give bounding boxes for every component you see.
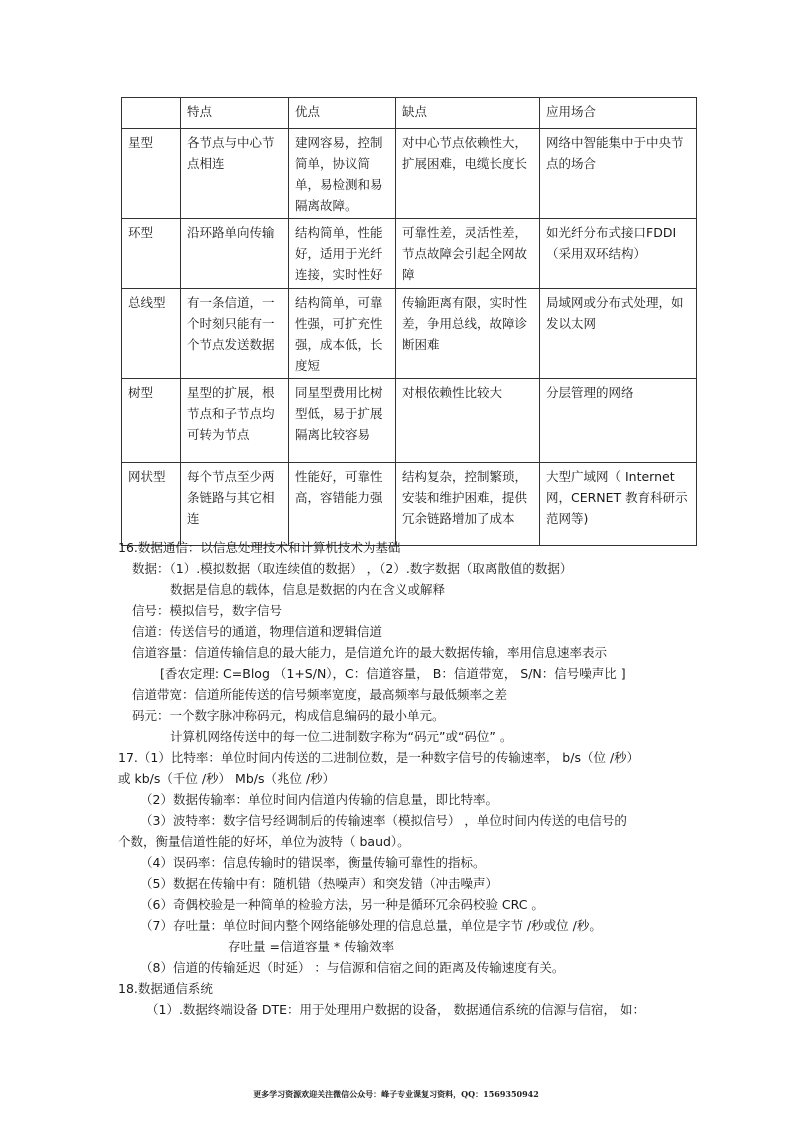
- text-line: （3）波特率：数字信号经调制后的传输速率（模拟信号） ，单位时间内传送的电信号的: [140, 813, 627, 828]
- table-cell: 总线型: [122, 289, 181, 379]
- text-line: 计算机网络传送中的每一位二进制数字称为“码元”或“码位” 。: [170, 729, 513, 744]
- table-cell: 对中心节点依赖性大，扩展困难，电缆长度长: [396, 129, 540, 219]
- table-cell: 可靠性差，灵活性差，节点故障会引起全网故障: [396, 219, 540, 289]
- topology-comparison-table: [121, 97, 697, 546]
- text-line: 18.数据通信系统: [118, 981, 213, 996]
- table-cell: 局域网或分布式处理，如发以太网: [540, 289, 697, 379]
- table-cell: 大型广域网（ Internet 网，CERNET 教育科研示范网等): [540, 463, 697, 546]
- table-cell: 结构简单，性能好，适用于光纤连接，实时性好: [289, 219, 396, 289]
- header-cell: [122, 98, 181, 129]
- table-row: [122, 219, 697, 289]
- text-line: 数据是信息的载体，信息是数据的内在含义或解释: [170, 582, 446, 597]
- text-line: 16.数据通信：以信息处理技术和计算机技术为基础: [118, 540, 401, 555]
- table-cell: 环型: [122, 219, 181, 289]
- table-cell: 传输距离有限，实时性差，争用总线，故障诊断困难: [396, 289, 540, 379]
- text-line: 个数，衡量信道性能的好坏，单位为波特（ baud）。: [118, 834, 410, 849]
- table-cell: 建网容易，控制简单，协议简单，易检测和易隔离故障。: [289, 129, 396, 219]
- text-line: 信道带宽：信道所能传送的信号频率宽度，最高频率与最低频率之差: [132, 687, 508, 702]
- table-cell: 树型: [122, 379, 181, 463]
- table-cell: 分层管理的网络: [540, 379, 697, 463]
- text-line: （1）.数据终端设备 DTE：用于处理用户数据的设备， 数据通信系统的信源与信宿， 如：: [146, 1002, 646, 1017]
- table-cell: 同星型费用比树型低，易于扩展隔离比较容易: [289, 379, 396, 463]
- table-cell: 每个节点至少两条链路与其它相连: [181, 463, 289, 546]
- text-line: 存吐量 =信道容量 * 传输效率: [228, 939, 395, 954]
- text-line: （5）数据在传输中有：随机错（热噪声）和突发错（冲击噪声）: [140, 876, 498, 891]
- table-row: [122, 129, 697, 219]
- text-line: 数据：（1）.模拟数据（取连续值的数据） ，（2）.数字数据（取离散值的数据）: [132, 561, 573, 576]
- text-line: （8）信道的传输延迟（时延） ：与信源和信宿之间的距离及传输速度有关。: [140, 960, 565, 975]
- text-line: （6）奇偶校验是一种简单的检验方法，另一种是循环冗余码校验 CRC 。: [140, 897, 544, 912]
- text-line: 信道：传送信号的通道，物理信道和逻辑信道: [132, 624, 383, 639]
- table-cell: 网状型: [122, 463, 181, 546]
- table-row: [122, 379, 697, 463]
- text-line: 码元：一个数字脉冲称码元，构成信息编码的最小单元。: [132, 708, 445, 723]
- text-line: 信道容量：信道传输信息的最大能力，是信道允许的最大数据传输，率用信息速率表示: [132, 645, 608, 660]
- table-cell: 如光纤分布式接口FDDI（采用双环结构）: [540, 219, 697, 289]
- table-cell: 对根依赖性比较大: [396, 379, 540, 463]
- header-cell: 缺点: [396, 98, 540, 129]
- text-line: [香农定理: C=Blog （1+S/N），C：信道容量， B：信道带宽， S/N：信号噪声比 ]: [160, 666, 626, 681]
- text-line: 或 kb/s（千位 /秒） Mb/s（兆位 /秒）: [118, 771, 336, 786]
- table-cell: 各节点与中心节点相连: [181, 129, 289, 219]
- header-cell: 特点: [181, 98, 289, 129]
- table-cell: 沿环路单向传输: [181, 219, 289, 289]
- table-cell: 性能好，可靠性高，容错能力强: [289, 463, 396, 546]
- table-row: [122, 463, 697, 546]
- table-cell: 星型的扩展，根节点和子节点均可转为节点: [181, 379, 289, 463]
- table-cell: 星型: [122, 129, 181, 219]
- text-line: 17.（1）比特率：单位时间内传送的二进制位数，是一种数字信号的传输速率， b/s（位 /秒）: [118, 750, 640, 765]
- table-cell: 结构复杂，控制繁琐，安装和维护困难，提供冗余链路增加了成本: [396, 463, 540, 546]
- text-line: （2）数据传输率：单位时间内信道内传输的信息量，即比特率。: [140, 792, 498, 807]
- header-cell: 应用场合: [540, 98, 697, 129]
- table-cell: 网络中智能集中于中央节点的场合: [540, 129, 697, 219]
- table-row: [122, 289, 697, 379]
- table-cell: 结构简单，可靠性强，可扩充性强，成本低，长度短: [289, 289, 396, 379]
- page-footer: 更多学习资源欢迎关注微信公众号：峰子专业课复习资料，QQ：1569350942: [253, 1089, 539, 1099]
- text-line: （7）存吐量：单位时间内整个网络能够处理的信息总量，单位是字节 /秒或位 /秒。: [140, 918, 602, 933]
- text-line: （4）误码率：信息传输时的错误率，衡量传输可靠性的指标。: [140, 855, 486, 870]
- text-line: 信号：模拟信号，数字信号: [132, 603, 283, 618]
- header-cell: 优点: [289, 98, 396, 129]
- table-cell: 有一条信道，一个时刻只能有一个节点发送数据: [181, 289, 289, 379]
- table-header-row: [122, 98, 697, 129]
